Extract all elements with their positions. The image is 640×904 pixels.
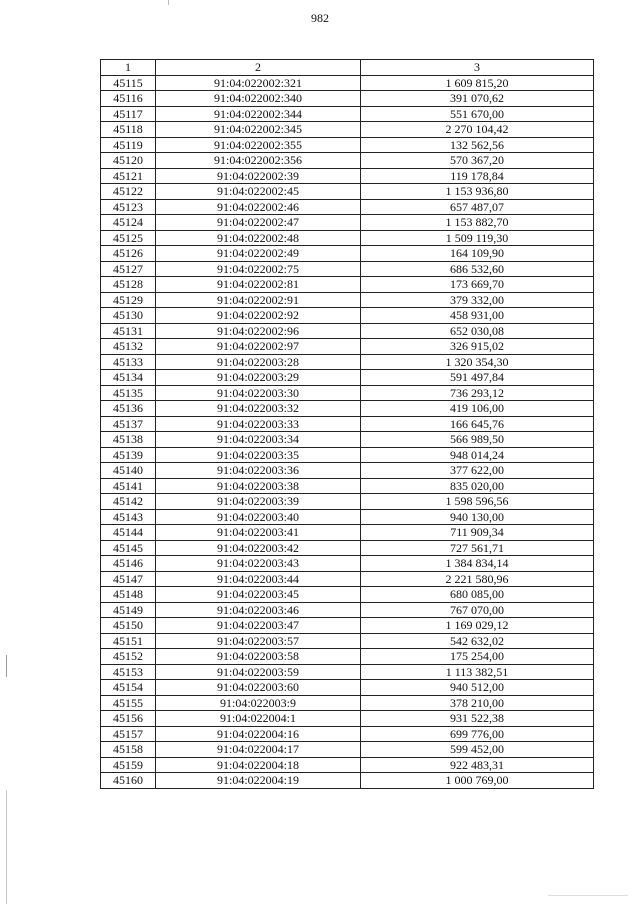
row-number-cell: 45124 [101,215,156,231]
cadastral-number-cell: 91:04:022002:97 [156,339,361,355]
cadastral-number-cell: 91:04:022002:356 [156,153,361,169]
table-row [101,308,594,324]
scan-artifact-left [6,655,7,677]
row-number-cell: 45160 [101,773,156,789]
table-row [101,447,594,463]
row-number-cell: 45153 [101,664,156,680]
value-cell: 164 109,90 [361,246,594,262]
cadastral-number-cell: 91:04:022002:96 [156,323,361,339]
row-number-cell: 45139 [101,447,156,463]
row-number-cell: 45134 [101,370,156,386]
row-number-cell: 45149 [101,602,156,618]
value-cell: 1 609 815,20 [361,75,594,91]
value-cell: 657 487,07 [361,199,594,215]
table-row [101,323,594,339]
table-row [101,137,594,153]
scan-artifact-top [168,0,169,5]
row-number-cell: 45122 [101,184,156,200]
value-cell: 680 085,00 [361,587,594,603]
row-number-cell: 45117 [101,106,156,122]
table-row [101,91,594,107]
cadastral-number-cell: 91:04:022002:39 [156,168,361,184]
value-cell: 379 332,00 [361,292,594,308]
table-row [101,726,594,742]
cadastral-number-cell: 91:04:022002:345 [156,122,361,138]
cadastral-number-cell: 91:04:022003:35 [156,447,361,463]
row-number-cell: 45127 [101,261,156,277]
cadastral-number-cell: 91:04:022003:28 [156,354,361,370]
cadastral-number-cell: 91:04:022003:32 [156,401,361,417]
cadastral-number-cell: 91:04:022003:36 [156,463,361,479]
row-number-cell: 45123 [101,199,156,215]
row-number-cell: 45120 [101,153,156,169]
table-body [101,75,594,788]
cadastral-number-cell: 91:04:022003:34 [156,432,361,448]
table-row [101,75,594,91]
row-number-cell: 45138 [101,432,156,448]
column-header-value: 3 [361,60,594,76]
cadastral-number-cell: 91:04:022002:75 [156,261,361,277]
table-row [101,664,594,680]
row-number-cell: 45159 [101,757,156,773]
cadastral-number-cell: 91:04:022003:58 [156,649,361,665]
table-row [101,106,594,122]
row-number-cell: 45140 [101,463,156,479]
table-row [101,199,594,215]
value-cell: 175 254,00 [361,649,594,665]
cadastral-number-cell: 91:04:022003:57 [156,633,361,649]
cadastral-number-cell: 91:04:022002:92 [156,308,361,324]
table-row [101,122,594,138]
row-number-cell: 45142 [101,494,156,510]
row-number-cell: 45143 [101,509,156,525]
row-number-cell: 45152 [101,649,156,665]
cadastral-number-cell: 91:04:022003:30 [156,385,361,401]
row-number-cell: 45157 [101,726,156,742]
value-cell: 419 106,00 [361,401,594,417]
value-cell: 948 014,24 [361,447,594,463]
cadastral-number-cell: 91:04:022003:43 [156,556,361,572]
table-header [101,60,594,76]
value-cell: 652 030,08 [361,323,594,339]
table-row [101,587,594,603]
table-row [101,184,594,200]
value-cell: 1 153 882,70 [361,215,594,231]
value-cell: 1 000 769,00 [361,773,594,789]
cadastral-number-cell: 91:04:022002:344 [156,106,361,122]
value-cell: 699 776,00 [361,726,594,742]
table-row [101,540,594,556]
cadastral-number-cell: 91:04:022003:46 [156,602,361,618]
row-number-cell: 45118 [101,122,156,138]
row-number-cell: 45132 [101,339,156,355]
value-cell: 119 178,84 [361,168,594,184]
table-row [101,757,594,773]
row-number-cell: 45130 [101,308,156,324]
cadastral-number-cell: 91:04:022004:17 [156,742,361,758]
table-row [101,711,594,727]
row-number-cell: 45148 [101,587,156,603]
value-cell: 599 452,00 [361,742,594,758]
table-row [101,215,594,231]
row-number-cell: 45150 [101,618,156,634]
table-row [101,246,594,262]
row-number-cell: 45147 [101,571,156,587]
scan-artifact-left-lower [6,790,7,904]
value-cell: 391 070,62 [361,91,594,107]
value-cell: 326 915,02 [361,339,594,355]
data-table [100,59,594,789]
value-cell: 1 320 354,30 [361,354,594,370]
table-row [101,463,594,479]
table-row [101,633,594,649]
value-cell: 1 113 382,51 [361,664,594,680]
value-cell: 166 645,76 [361,416,594,432]
cadastral-number-cell: 91:04:022003:29 [156,370,361,386]
cadastral-number-cell: 91:04:022003:33 [156,416,361,432]
table-row [101,230,594,246]
table-header-row [101,60,594,76]
cadastral-number-cell: 91:04:022003:39 [156,494,361,510]
cadastral-number-cell: 91:04:022004:16 [156,726,361,742]
table-row [101,571,594,587]
row-number-cell: 45154 [101,680,156,696]
value-cell: 835 020,00 [361,478,594,494]
cadastral-number-cell: 91:04:022004:19 [156,773,361,789]
row-number-cell: 45144 [101,525,156,541]
cadastral-number-cell: 91:04:022003:60 [156,680,361,696]
table-row [101,742,594,758]
row-number-cell: 45131 [101,323,156,339]
value-cell: 1 509 119,30 [361,230,594,246]
cadastral-number-cell: 91:04:022004:18 [156,757,361,773]
value-cell: 922 483,31 [361,757,594,773]
value-cell: 1 384 834,14 [361,556,594,572]
cadastral-number-cell: 91:04:022002:81 [156,277,361,293]
row-number-cell: 45146 [101,556,156,572]
cadastral-number-cell: 91:04:022003:47 [156,618,361,634]
cadastral-number-cell: 91:04:022002:91 [156,292,361,308]
cadastral-number-cell: 91:04:022003:45 [156,587,361,603]
value-cell: 931 522,38 [361,711,594,727]
table-row [101,478,594,494]
row-number-cell: 45115 [101,75,156,91]
value-cell: 1 153 936,80 [361,184,594,200]
cadastral-number-cell: 91:04:022004:1 [156,711,361,727]
table-row [101,416,594,432]
value-cell: 378 210,00 [361,695,594,711]
table-row [101,277,594,293]
row-number-cell: 45125 [101,230,156,246]
value-cell: 132 562,56 [361,137,594,153]
column-header-cadastral-number: 2 [156,60,361,76]
table-row [101,773,594,789]
value-cell: 2 221 580,96 [361,571,594,587]
table-row [101,432,594,448]
column-header-number: 1 [101,60,156,76]
cadastral-number-cell: 91:04:022003:59 [156,664,361,680]
value-cell: 1 169 029,12 [361,618,594,634]
value-cell: 458 931,00 [361,308,594,324]
cadastral-number-cell: 91:04:022002:321 [156,75,361,91]
cadastral-number-cell: 91:04:022003:42 [156,540,361,556]
table-row [101,602,594,618]
table-row [101,385,594,401]
row-number-cell: 45116 [101,91,156,107]
table-row [101,525,594,541]
row-number-cell: 45141 [101,478,156,494]
page-number: 982 [311,11,329,25]
cadastral-number-cell: 91:04:022003:9 [156,695,361,711]
table-row [101,153,594,169]
row-number-cell: 45126 [101,246,156,262]
value-cell: 570 367,20 [361,153,594,169]
cadastral-number-cell: 91:04:022003:41 [156,525,361,541]
table-row [101,695,594,711]
row-number-cell: 45137 [101,416,156,432]
table-row [101,370,594,386]
table-row [101,556,594,572]
value-cell: 591 497,84 [361,370,594,386]
value-cell: 551 670,00 [361,106,594,122]
cadastral-number-cell: 91:04:022003:44 [156,571,361,587]
value-cell: 566 989,50 [361,432,594,448]
row-number-cell: 45145 [101,540,156,556]
row-number-cell: 45136 [101,401,156,417]
table-row [101,261,594,277]
row-number-cell: 45129 [101,292,156,308]
table-row [101,618,594,634]
table-row [101,354,594,370]
value-cell: 940 512,00 [361,680,594,696]
cadastral-number-cell: 91:04:022003:40 [156,509,361,525]
value-cell: 686 532,60 [361,261,594,277]
scan-artifact-bottom [548,895,628,896]
value-cell: 1 598 596,56 [361,494,594,510]
row-number-cell: 45135 [101,385,156,401]
table-row [101,292,594,308]
value-cell: 542 632,02 [361,633,594,649]
value-cell: 377 622,00 [361,463,594,479]
table-row [101,509,594,525]
table-row [101,680,594,696]
cadastral-number-cell: 91:04:022002:340 [156,91,361,107]
table-row [101,649,594,665]
cadastral-number-cell: 91:04:022002:49 [156,246,361,262]
row-number-cell: 45151 [101,633,156,649]
value-cell: 727 561,71 [361,540,594,556]
value-cell: 940 130,00 [361,509,594,525]
row-number-cell: 45128 [101,277,156,293]
value-cell: 736 293,12 [361,385,594,401]
cadastral-number-cell: 91:04:022002:48 [156,230,361,246]
table-row [101,339,594,355]
table-row [101,494,594,510]
row-number-cell: 45119 [101,137,156,153]
cadastral-number-cell: 91:04:022002:355 [156,137,361,153]
value-cell: 711 909,34 [361,525,594,541]
row-number-cell: 45155 [101,695,156,711]
value-cell: 2 270 104,42 [361,122,594,138]
cadastral-number-cell: 91:04:022003:38 [156,478,361,494]
value-cell: 173 669,70 [361,277,594,293]
row-number-cell: 45121 [101,168,156,184]
row-number-cell: 45158 [101,742,156,758]
table-row [101,168,594,184]
cadastral-number-cell: 91:04:022002:47 [156,215,361,231]
cadastral-number-cell: 91:04:022002:45 [156,184,361,200]
row-number-cell: 45156 [101,711,156,727]
table-row [101,401,594,417]
value-cell: 767 070,00 [361,602,594,618]
cadastral-number-cell: 91:04:022002:46 [156,199,361,215]
row-number-cell: 45133 [101,354,156,370]
